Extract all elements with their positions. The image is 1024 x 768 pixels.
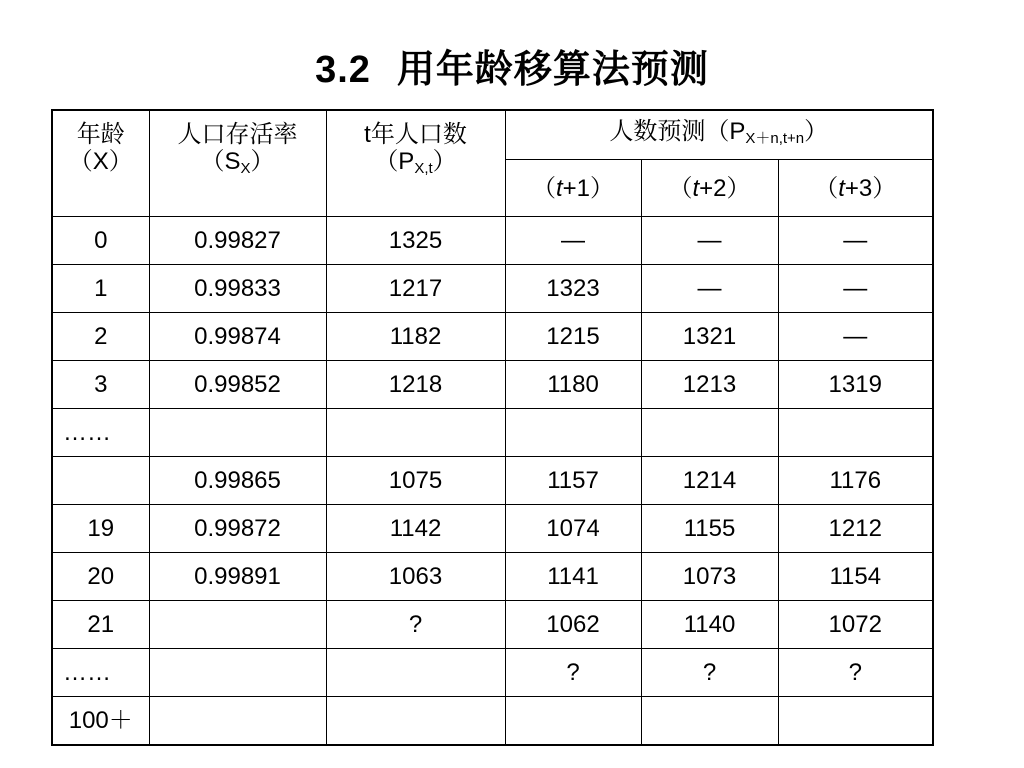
cell-population: 1182 bbox=[326, 313, 505, 361]
cell-pred-t1: 1062 bbox=[505, 601, 641, 649]
cell-survival-rate: 0.99833 bbox=[149, 265, 326, 313]
cell-pred-t3 bbox=[778, 697, 933, 746]
cell-pred-t2: 1140 bbox=[641, 601, 778, 649]
cell-survival-rate: 0.99827 bbox=[149, 217, 326, 265]
cell-pred-t1: 1157 bbox=[505, 457, 641, 505]
header-survival-rate: 人口存活率 $(S_X)$ bbox=[149, 110, 326, 217]
cell-pred-t1 bbox=[505, 409, 641, 457]
page-title bbox=[0, 38, 1024, 93]
cell-age: 0 bbox=[52, 217, 149, 265]
cell-age: 19 bbox=[52, 505, 149, 553]
header-row bbox=[52, 110, 933, 160]
cell-pred-t3: — bbox=[778, 265, 933, 313]
cell-pred-t2: 1073 bbox=[641, 553, 778, 601]
header-prediction: 人数预测$(P_{X+n,t+n})$ bbox=[505, 110, 933, 160]
cell-population: 1142 bbox=[326, 505, 505, 553]
table-row bbox=[52, 553, 933, 601]
cell-pred-t1: ? bbox=[505, 649, 641, 697]
cell-survival-rate: 0.99852 bbox=[149, 361, 326, 409]
cell-population: 1075 bbox=[326, 457, 505, 505]
cell-survival-rate: 0.99891 bbox=[149, 553, 326, 601]
cell-age: …… bbox=[52, 649, 149, 697]
cell-population: 1325 bbox=[326, 217, 505, 265]
cell-age: 21 bbox=[52, 601, 149, 649]
table-row bbox=[52, 649, 933, 697]
cell-pred-t2: ? bbox=[641, 649, 778, 697]
cell-survival-rate bbox=[149, 649, 326, 697]
cell-age: 100＋ bbox=[52, 697, 149, 746]
cell-pred-t2: 1321 bbox=[641, 313, 778, 361]
table-row bbox=[52, 457, 933, 505]
cell-pred-t2: — bbox=[641, 217, 778, 265]
cell-pred-t3 bbox=[778, 409, 933, 457]
cell-population: ? bbox=[326, 601, 505, 649]
cell-survival-rate: 0.99865 bbox=[149, 457, 326, 505]
cell-pred-t1: — bbox=[505, 217, 641, 265]
cell-pred-t3: 1176 bbox=[778, 457, 933, 505]
table-row bbox=[52, 601, 933, 649]
cell-pred-t3: — bbox=[778, 217, 933, 265]
cell-survival-rate: 0.99872 bbox=[149, 505, 326, 553]
cell-age: …… bbox=[52, 409, 149, 457]
cell-pred-t1: 1323 bbox=[505, 265, 641, 313]
cell-pred-t1: 1180 bbox=[505, 361, 641, 409]
cell-pred-t3: 1072 bbox=[778, 601, 933, 649]
cell-pred-t3: ? bbox=[778, 649, 933, 697]
header-population: t年人口数 $(P_{X,t})$ bbox=[326, 110, 505, 217]
title-number: 3.2 bbox=[315, 49, 371, 91]
table-row bbox=[52, 409, 933, 457]
cell-survival-rate bbox=[149, 601, 326, 649]
cell-age: 3 bbox=[52, 361, 149, 409]
table-row bbox=[52, 697, 933, 746]
cell-pred-t3: 1212 bbox=[778, 505, 933, 553]
cell-survival-rate: 0.99874 bbox=[149, 313, 326, 361]
cell-age bbox=[52, 457, 149, 505]
cell-pred-t1 bbox=[505, 697, 641, 746]
cell-pred-t2 bbox=[641, 697, 778, 746]
cell-survival-rate bbox=[149, 409, 326, 457]
cell-population: 1217 bbox=[326, 265, 505, 313]
prediction-table bbox=[51, 109, 934, 746]
cell-pred-t1: 1074 bbox=[505, 505, 641, 553]
cell-pred-t3: 1154 bbox=[778, 553, 933, 601]
cell-population bbox=[326, 409, 505, 457]
table-row bbox=[52, 217, 933, 265]
title-text: 用年龄移算法预测 bbox=[396, 49, 709, 91]
table-row bbox=[52, 265, 933, 313]
header-age: 年龄 （X） bbox=[52, 110, 149, 217]
cell-age: 2 bbox=[52, 313, 149, 361]
cell-population bbox=[326, 697, 505, 746]
cell-population: 1218 bbox=[326, 361, 505, 409]
cell-age: 20 bbox=[52, 553, 149, 601]
header-t-plus-2: （t+2） bbox=[641, 160, 778, 217]
cell-pred-t3: — bbox=[778, 313, 933, 361]
cell-pred-t2: 1214 bbox=[641, 457, 778, 505]
cell-population: 1063 bbox=[326, 553, 505, 601]
table-row bbox=[52, 505, 933, 553]
cell-pred-t2: 1155 bbox=[641, 505, 778, 553]
cell-survival-rate bbox=[149, 697, 326, 746]
cell-pred-t2: 1213 bbox=[641, 361, 778, 409]
header-t-plus-1: （t+1） bbox=[505, 160, 641, 217]
cell-pred-t1: 1141 bbox=[505, 553, 641, 601]
table-row bbox=[52, 313, 933, 361]
table-row bbox=[52, 361, 933, 409]
cell-age: 1 bbox=[52, 265, 149, 313]
cell-pred-t2 bbox=[641, 409, 778, 457]
cell-pred-t3: 1319 bbox=[778, 361, 933, 409]
header-t-plus-3: （t+3） bbox=[778, 160, 933, 217]
cell-pred-t1: 1215 bbox=[505, 313, 641, 361]
cell-pred-t2: — bbox=[641, 265, 778, 313]
cell-population bbox=[326, 649, 505, 697]
